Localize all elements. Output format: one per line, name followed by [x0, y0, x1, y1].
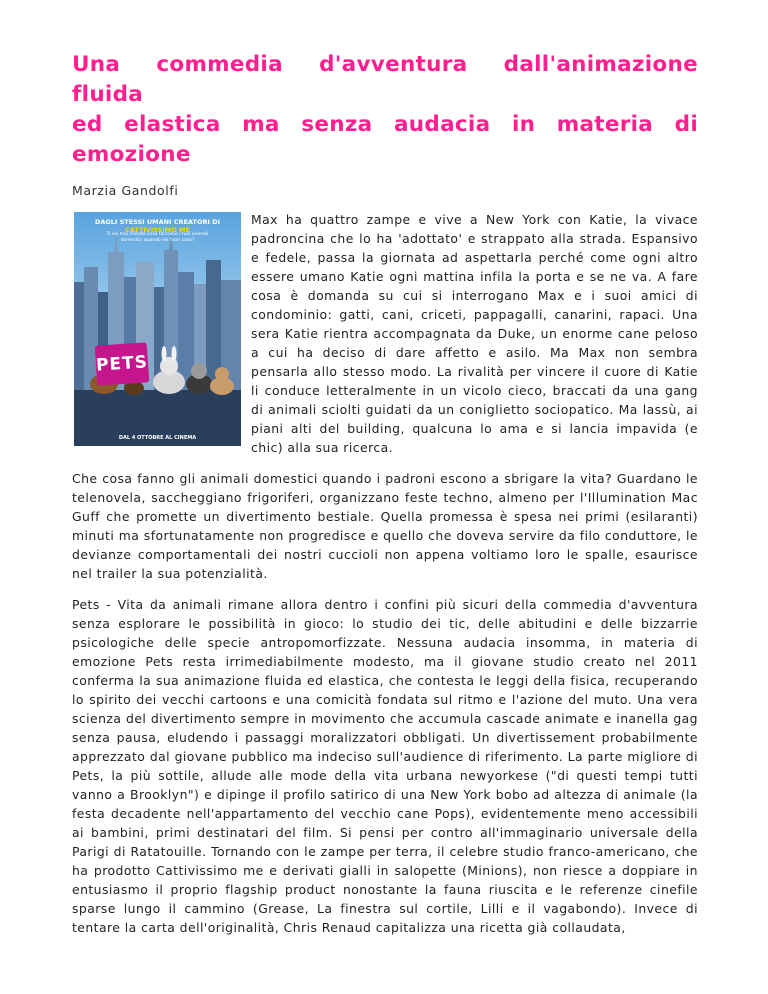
poster-release-date: DAL 4 OTTOBRE AL CINEMA: [118, 435, 197, 441]
article-author: Marzia Gandolfi: [72, 183, 179, 198]
poster-artwork: [74, 212, 241, 446]
article-title-line-2: ed elastica ma senza audacia in materia di emozione: [72, 112, 698, 167]
synopsis-paragraph: Max ha quattro zampe e vive a New York con Katie, la vivace padroncina che lo ha 'adottato' e strappato alla strada. Espansivo e fedele, passa la giornata ad aspettarla perché come ogni altro essere umano Katie ogni mattina infila la porta e se ne va. A fare cosa è domanda su cui si interrogano Max e i suoi amici di condominio: gatti, cani, criceti, pappagalli, canarini, rapaci. Una sera Katie rientra accompagnata da Duke, un enorme cane peloso a cui ha deciso di dare affetto e asilo. Ma Max non sembra pensarla allo stesso modo. La rivalità per vincere il cuore di Katie li conduce letteralmente in un vicolo cieco, braccati da una gang di animali sciolti guidati da un coniglietto sociopatico. Ma lassù, ai piani alti del building, qualcuna lo ama e si lancia impavida (e chic) alla sua ricerca.: [251, 212, 698, 455]
movie-poster-image: [74, 212, 241, 446]
article: [72, 50, 698, 937]
article-title: [72, 50, 698, 170]
review-paragraph-1: Che cosa fanno gli animali domestici quando i padroni escono a sbrigare la vita? Guardano le telenovela, saccheggiano frigoriferi, organizzano feste techno, almeno per l'Illumination Mac Guff che promette un divertimento bestiale. Quella promessa è spesa nei primi (esilaranti) minuti ma sfortunatamente non progredisce e quello che doveva servire da filo conduttore, le devianze comportamentali dei nostri cuccioli non appena voltiamo loro le spalle, esaurisce nel trailer la sua potenzialità.: [72, 471, 698, 581]
review-paragraph-2: Pets - Vita da animali rimane allora dentro i confini più sicuri della commedia d'avventura senza esplorare le possibilità in gioco: lo studio dei tic, delle abitudini e delle bizzarrie psicologiche delle specie antropomorfizzate. Nessuna audacia insomma, in materia di emozione Pets resta irrimediabilmente modesto, ma il giovane studio creato nel 2011 conferma la sua animazione fluida ed elastica, che contesta le leggi della fisica, recuperando lo spirito dei vecchi cartoons e una comicità fondata sul ritmo e l'azione del muto. Una vera scienza del divertimento sempre in movimento che accumula cascade animate e inanella gag senza pausa, eludendo i passaggi moralizzatori obbligati. Un divertissement probabilmente apprezzato dal giovane pubblico ma indeciso sull'audience di riferimento. La parte migliore di Pets, la più sottile, allude alle mode della vita urbana newyorkese ("di questi tempi tutti vanno a Brooklyn") e dipinge il profilo satirico di una New York bobo ad altezza di animale (la festa decadente nell'appartamento del vecchio cane Pops), evidentemente meno accessibili ai bambini, primi destinatari del film. Si pensi per contro all'immaginario universale della Parigi di Ratatouille. Tornando con le zampe per terra, il celebre studio franco-americano, che ha prodotto Cattivissimo me e derivati gialli in salopette (Minions), non riesce a doppiare in entusiasmo il proprio flagship product nonostante la fauna riuscita e le referenze cinefile sparse lungo il cammino (Grease, La finestra sul cortile, Lilli e il vagabondo). Invece di tentare la carta dell'originalità, Chris Renaud capitalizza una ricetta già collaudata,: [72, 597, 698, 935]
poster-logo: PETS: [95, 342, 150, 386]
poster-subtagline: Ti sei mai chiesto cosa facciano i tuoi animali domestici quando sei fuori casa?: [106, 232, 209, 243]
poster-tagline-highlight: CATTIVISSIMO ME: [125, 226, 190, 234]
poster-tagline-prefix: DAGLI STESSI UMANI CREATORI DI: [95, 218, 220, 226]
article-title-line-1: Una commedia d'avventura dall'animazione fluida: [72, 52, 698, 107]
intro-section: [72, 210, 698, 457]
